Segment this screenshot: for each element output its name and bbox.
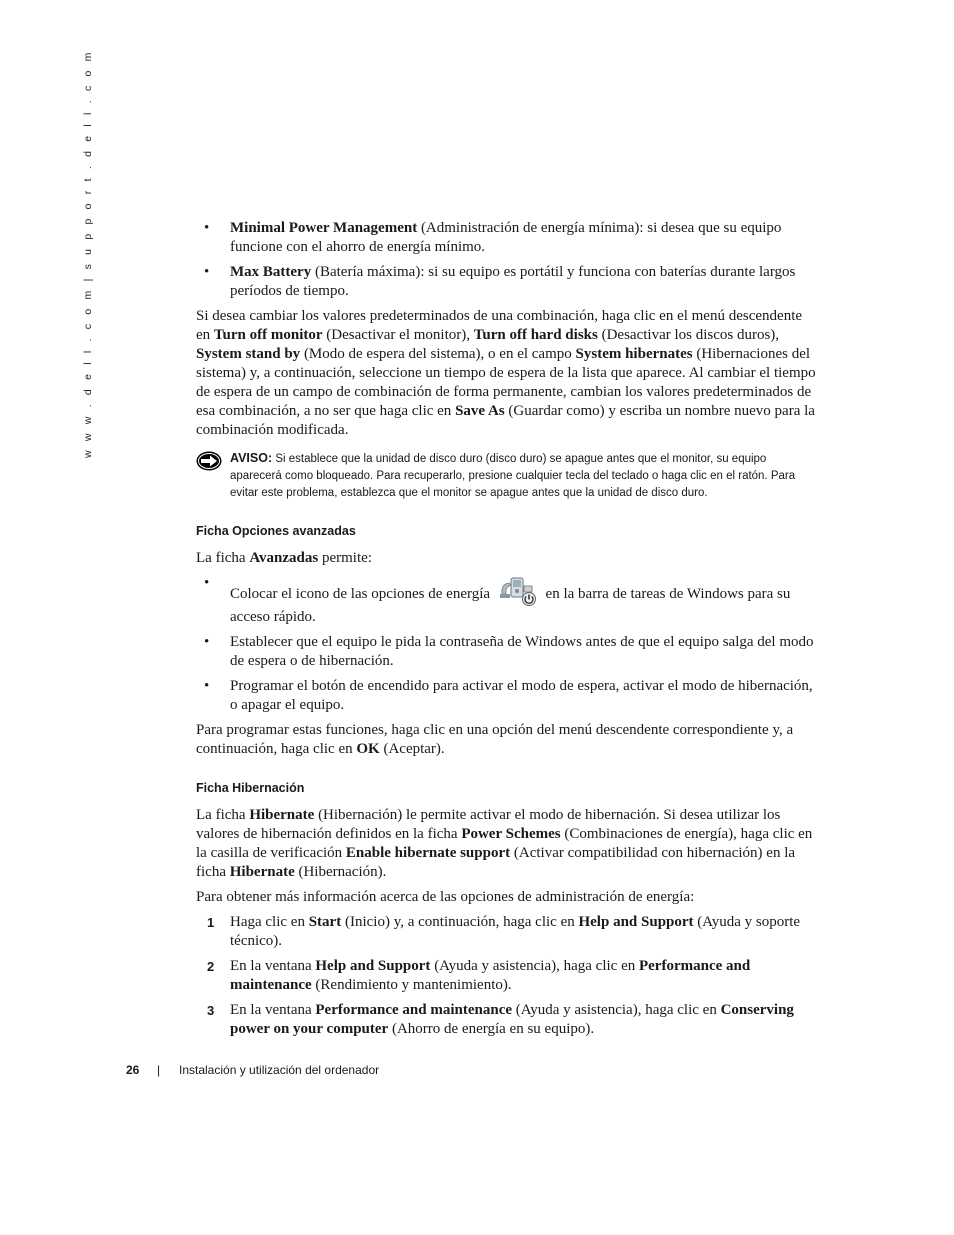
- text-run: (Guardar como) y escriba un nombre nuevo para la combinación modificada.: [196, 403, 815, 438]
- term: OK: [356, 741, 380, 757]
- advanced-intro: [196, 549, 816, 568]
- text-run: (Desactivar el monitor),: [322, 327, 474, 343]
- item-text: Establecer que el equipo le pida la contraseña de Windows antes de que el equipo salga del modo de espera o de hibernación.: [230, 634, 814, 669]
- advanced-outro: [196, 721, 816, 759]
- step-item: [196, 1001, 816, 1039]
- item-text: Colocar el icono de las opciones de energía: [230, 586, 491, 602]
- power-options-icon: [498, 574, 538, 608]
- step-item: [196, 913, 816, 951]
- term: Performance and maintenance: [315, 1002, 513, 1018]
- section-heading-advanced: Ficha Opciones avanzadas: [196, 524, 356, 538]
- bullet-icon: •: [204, 634, 210, 650]
- text-run: (Desactivar los discos duros),: [597, 327, 780, 343]
- more-info-paragraph: Para obtener más información acerca de las opciones de administración de energía:: [196, 889, 695, 905]
- bullet-icon: •: [204, 575, 210, 591]
- term: Turn off hard disks: [473, 327, 598, 343]
- text-run: (Hibernación) le permite activar el modo de hibernación. Si desea utilizar los valores de hibernación definidos en la ficha: [196, 807, 781, 842]
- item-text: (Administración de energía mínima): si desea que su equipo funcione con el ahorro de energía mínimo.: [230, 220, 782, 255]
- list-item: [196, 633, 816, 671]
- power-scheme-list: [196, 219, 816, 301]
- term: System hibernates: [575, 346, 693, 362]
- term: Hibernate: [249, 807, 315, 823]
- step-item: [196, 957, 816, 995]
- notice-label: AVISO:: [230, 451, 273, 465]
- hibernate-paragraph: [196, 806, 816, 882]
- text-run: Haga clic en: [230, 914, 309, 930]
- step-number: 3: [207, 1003, 215, 1018]
- text-run: En la ventana: [230, 958, 316, 974]
- text-run: (Aceptar).: [379, 741, 445, 757]
- step-number: 1: [207, 915, 215, 930]
- steps-list: [196, 913, 816, 1039]
- text-run: En la ventana: [230, 1002, 316, 1018]
- page-content: [196, 219, 816, 1045]
- list-item: [196, 263, 816, 301]
- term: Turn off monitor: [213, 327, 323, 343]
- item-text: en la barra de tareas de Windows para su acceso rápido.: [230, 586, 791, 625]
- term: Start: [308, 914, 342, 930]
- text-run: La ficha: [196, 807, 250, 823]
- term: System stand by: [196, 346, 301, 362]
- item-text: Programar el botón de encendido para activar el modo de espera, activar el modo de hibernación, o apagar el equipo.: [230, 678, 813, 713]
- page-number: 26: [126, 1063, 140, 1077]
- notice-arrow-icon: [196, 451, 222, 471]
- bullet-icon: •: [204, 220, 210, 236]
- notice-box: [196, 450, 816, 502]
- footer-title: Instalación y utilización del ordenador: [179, 1063, 380, 1077]
- term: Help and Support: [315, 958, 431, 974]
- footer-separator: |: [157, 1063, 161, 1077]
- term: Enable hibernate support: [345, 845, 511, 861]
- list-item: [196, 574, 816, 627]
- text-run: Si desea cambiar los valores predeterminados de una combinación, haga clic en el menú descendente en: [196, 308, 803, 343]
- list-item: [196, 219, 816, 257]
- text-run: (Activar compatibilidad con hibernación) en la ficha: [196, 845, 796, 880]
- text-run: (Ayuda y soporte técnico).: [230, 914, 801, 949]
- notice-body: Si establece que la unidad de disco duro (disco duro) se apague antes que el monitor, su equipo aparecerá como bloqueado. Para recuperarlo, presione cualquier tecla del teclado o haga clic en el ratón. Para evitar este problema, establezca que el monitor se apague antes que la unidad de disco duro.: [230, 453, 796, 499]
- item-term: Max Battery: [230, 264, 312, 280]
- text-run: (Inicio) y, a continuación, haga clic en: [341, 914, 579, 930]
- change-defaults-paragraph: [196, 307, 816, 440]
- notice-text: [230, 450, 816, 502]
- text-run: Para programar estas funciones, haga clic en una opción del menú descendente correspondiente y, a continuación, haga clic en: [196, 722, 794, 757]
- term: Performance and maintenance: [230, 958, 751, 993]
- text-run: (Rendimiento y mantenimiento).: [311, 977, 512, 993]
- step-number: 2: [207, 959, 215, 974]
- term: Conserving power on your computer: [230, 1002, 794, 1037]
- text-run: (Modo de espera del sistema), o en el campo: [300, 346, 576, 362]
- term: Help and Support: [578, 914, 694, 930]
- text-run: (Ahorro de energía en su equipo).: [388, 1021, 595, 1037]
- side-url: w w w . d e l l . c o m | s u p p o r t . d e l l . c o m: [82, 49, 94, 458]
- bullet-icon: •: [204, 678, 210, 694]
- text-run: (Ayuda y asistencia), haga clic en: [430, 958, 639, 974]
- item-text: (Batería máxima): si su equipo es portátil y funciona con baterías durante largos períodos de tiempo.: [230, 264, 796, 299]
- list-item: [196, 677, 816, 715]
- text-run: La ficha: [196, 550, 250, 566]
- text-run: (Hibernaciones del sistema) y, a continuación, seleccione un tiempo de espera de la lista que aparece. Al cambiar el tiempo de espera de un campo de combinación de forma permanente, cambian los valores predeterminados de esa combinación, a no ser que haga clic en: [196, 346, 816, 419]
- text-run: permite:: [318, 550, 372, 566]
- advanced-options-list: [196, 574, 816, 715]
- term: Save As: [455, 403, 505, 419]
- text-run: (Ayuda y asistencia), haga clic en: [512, 1002, 721, 1018]
- term: Avanzadas: [249, 550, 319, 566]
- term: Power Schemes: [461, 826, 561, 842]
- section-heading-hibernate: Ficha Hibernación: [196, 781, 305, 795]
- text-run: (Hibernación).: [294, 864, 387, 880]
- term: Hibernate: [229, 864, 295, 880]
- item-term: Minimal Power Management: [230, 220, 418, 236]
- text-run: (Combinaciones de energía), haga clic en la casilla de verificación: [196, 826, 813, 861]
- bullet-icon: •: [204, 264, 210, 280]
